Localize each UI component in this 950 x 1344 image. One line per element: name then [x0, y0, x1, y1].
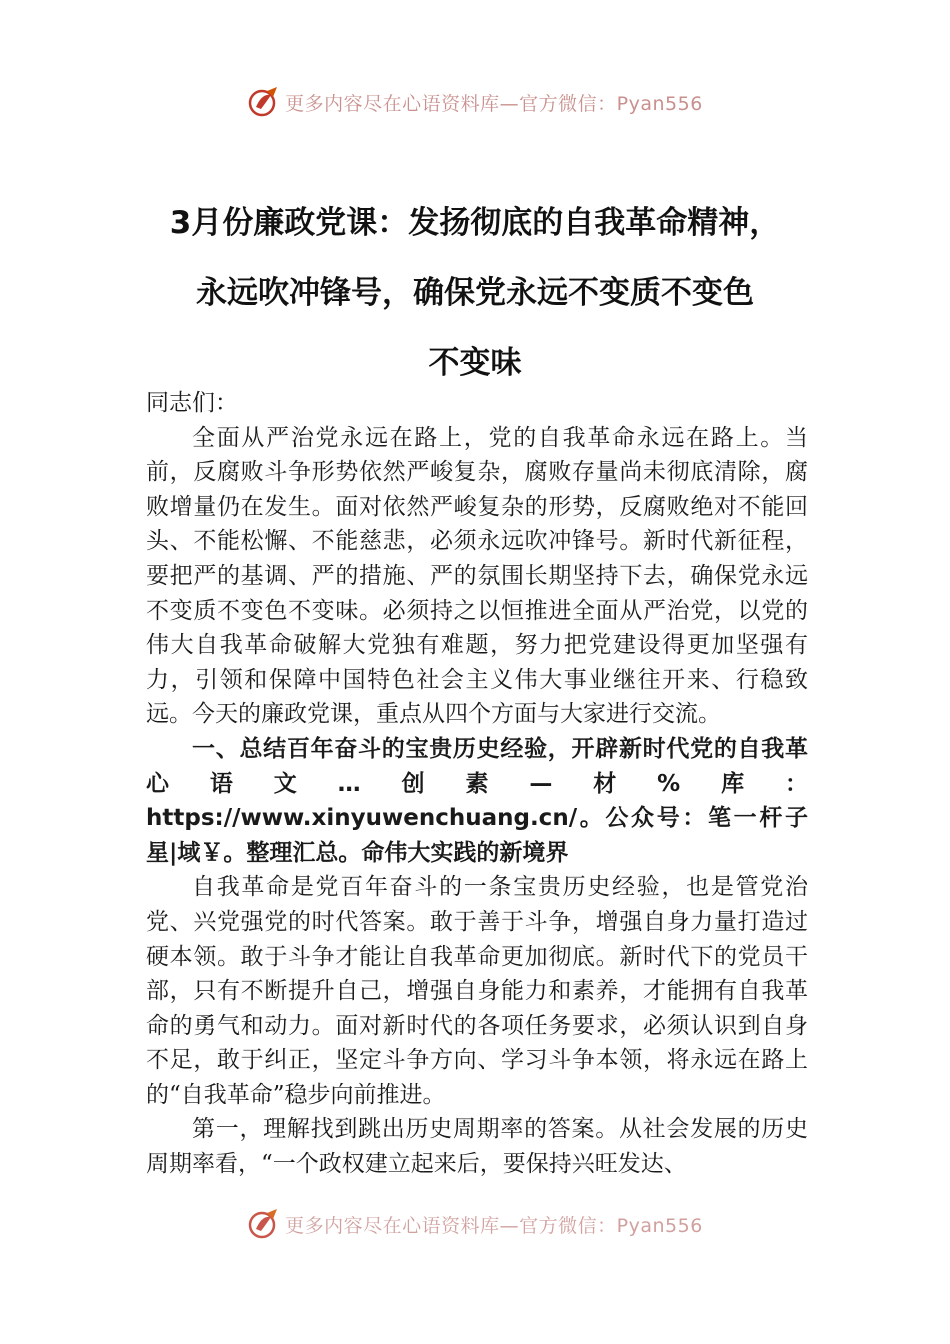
title-line-1: 3月份廉政党课：发扬彻底的自我革命精神，: [169, 205, 781, 241]
banner-text: 更多内容尽在心语资料库—官方微信：Pyan556: [285, 92, 703, 115]
paragraph-section-1: 自我革命是党百年奋斗的一条宝贵历史经验，也是管党治党、兴党强党的时代答案。敢于善于斗争，增强自身力量打造过硬本领。敢于斗争才能让自我革命更加彻底。新时代下的党员干部，只有不断提升自己，增强自身能力和素养，才能拥有自我革命的勇气和动力。面对新时代的各项任务要求，必须认识到自身不足，敢于纠正，坚定斗争方向、学习斗争本领，将永远在路上的“自我革命”稳步向前推进。: [146, 874, 808, 1108]
logo-icon: [247, 85, 281, 119]
logo-icon: [247, 1207, 281, 1241]
greeting: 同志们：: [146, 390, 238, 416]
paragraph-point-1: 第一，理解找到跳出历史周期率的答案。从社会发展的历史周期率看，“一个政权建立起来后，要保持兴旺发达、: [146, 1116, 808, 1178]
title-line-3: 不变味: [428, 345, 522, 381]
page-title: [100, 188, 850, 398]
banner-text: 更多内容尽在心语资料库—官方微信：Pyan556: [285, 1214, 703, 1237]
paragraph-intro: 全面从严治党永远在路上，党的自我革命永远在路上。当前，反腐败斗争形势依然严峻复杂，腐败存量尚未彻底清除，腐败增量仍在发生。面对依然严峻复杂的形势，反腐败绝对不能回头、不能松懈、不能慈悲，必须永远吹冲锋号。新时代新征程，要把严的基调、严的措施、严的氛围长期坚持下去，确保党永远不变质不变色不变味。必须持之以恒推进全面从严治党，以党的伟大自我革命破解大党独有难题，努力把党建设得更加坚强有力，引领和保障中国特色社会主义伟大事业继往开来、行稳致远。今天的廉政党课，重点从四个方面与大家进行交流。: [146, 424, 808, 728]
document-body: [146, 386, 808, 1182]
footer-watermark-banner: [0, 1204, 950, 1244]
header-watermark-banner: [0, 82, 950, 122]
section-heading-1: 一、总结百年奋斗的宝贵历史经验，开辟新时代党的自我革心语文…创素—材%库：https://www.xinyuwenchuang.cn/。公众号：笔一杆子星|域￥。整理汇总。命伟大实践的新境界: [146, 735, 808, 866]
title-line-2: 永远吹冲锋号，确保党永远不变质不变色: [196, 275, 754, 311]
